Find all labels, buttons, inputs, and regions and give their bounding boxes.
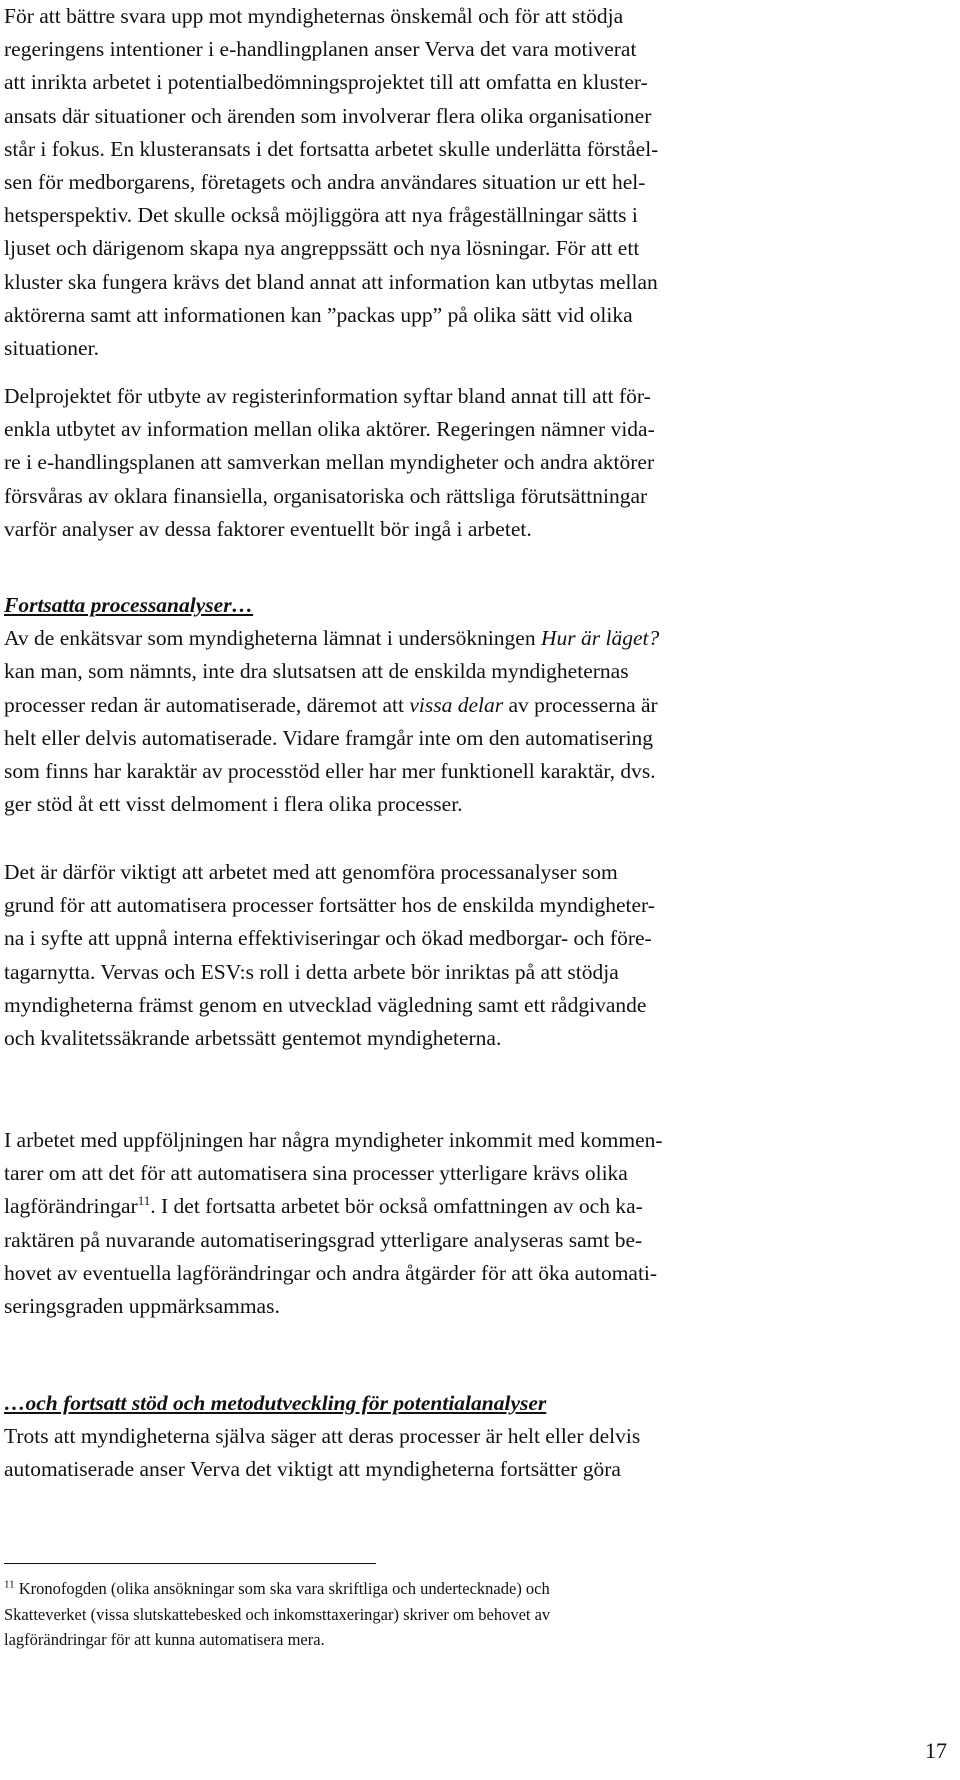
text-line: ger stöd åt ett visst delmoment i flera olika processer. <box>4 792 463 817</box>
text-line: seringsgraden uppmärksammas. <box>4 1294 280 1319</box>
text-line: hovet av eventuella lagförändringar och andra åtgärder för att öka automati- <box>4 1260 658 1285</box>
text-line: na i syfte att uppnå interna effektiviseringar och ökad medborgar- och före- <box>4 926 652 951</box>
text-line: Trots att myndigheterna själva säger att deras processer är helt eller delvis <box>4 1424 641 1449</box>
text-line: varför analyser av dessa faktorer eventuellt bör ingå i arbetet. <box>4 516 532 541</box>
text-line: ljuset och därigenom skapa nya angreppssätt och nya lösningar. För att ett <box>4 236 640 261</box>
text-line: re i e-handlingsplanen att samverkan mellan myndigheter och andra aktörer <box>4 450 655 475</box>
text-line: Delprojektet för utbyte av registerinformation syftar bland annat till att för- <box>4 384 651 408</box>
text-run: Av de enkätsvar som myndigheterna lämnat i undersökningen <box>4 626 541 651</box>
text-line: aktörerna samt att informationen kan ”packas upp” på olika sätt vid olika <box>4 302 633 327</box>
text-line: sen för medborgarens, företagets och andra användares situation ur ett hel- <box>4 170 646 195</box>
paragraph-lagforandringar <box>4 1124 663 1323</box>
text-line: ansats där situationer och ärenden som involverar flera olika organisationer <box>4 103 652 128</box>
text-line: myndigheterna främst genom en utvecklad vägledning samt ett rådgivande <box>4 992 647 1017</box>
text-line: hetsperspektiv. Det skulle också möjliggöra att nya frågeställningar sätts i <box>4 203 638 228</box>
text-line: För att bättre svara upp mot myndigheternas önskemål och för att stödja <box>4 4 624 28</box>
text-line: att inrikta arbetet i potentialbedömningsprojektet till att omfatta en kluster- <box>4 70 648 95</box>
page-number: 17 <box>925 1738 947 1763</box>
text-line: står i fokus. En klusteransats i det fortsatta arbetet skulle underlätta förståel- <box>4 136 659 161</box>
text-line: Det är därför viktigt att arbetet med att genomföra processanalyser som <box>4 860 618 884</box>
footnote-text: Kronofogden (olika ansökningar som ska vara skriftliga och undertecknade) och <box>14 1579 550 1598</box>
text-line: tarer om att det för att automatisera sina processer ytterligare krävs olika <box>4 1161 628 1186</box>
paragraph-registerinformation <box>4 380 655 546</box>
text-line: tagarnytta. Vervas och ESV:s roll i detta arbete bör inriktas på att stödja <box>4 959 619 984</box>
text-line: kan man, som nämnts, inte dra slutsatsen att de enskilda myndigheternas <box>4 659 629 684</box>
survey-title: Hur är läget? <box>540 626 660 651</box>
paragraph-processanalyser-viktigt <box>4 856 655 1055</box>
footnote <box>4 1576 550 1653</box>
text-line: helt eller delvis automatiserade. Vidare framgår inte om den automatisering <box>4 725 654 750</box>
text-line <box>4 1190 663 1223</box>
text-line: automatiserade anser Verva det viktigt att myndigheterna fortsätter göra <box>4 1457 621 1482</box>
text-run: . I det fortsatta arbetet bör också omfattningen av och ka- <box>150 1194 643 1219</box>
section-metodutveckling <box>4 1387 640 1487</box>
text-line: situationer. <box>4 336 99 361</box>
text-line <box>4 689 659 722</box>
footnote-line: Skatteverket (vissa slutskattebesked och inkomsttaxeringar) skriver om behovet av <box>4 1604 551 1624</box>
section-heading: …och fortsatt stöd och metodutveckling för potentialanalyser <box>4 1391 547 1415</box>
emphasis-text: vissa delar <box>409 692 504 717</box>
text-run: lagförändringar <box>4 1194 138 1219</box>
footnote-separator <box>4 1563 376 1564</box>
text-line: försvåras av oklara finansiella, organisatoriska och rättsliga förutsättningar <box>4 483 648 508</box>
text-run: av processerna är <box>503 692 658 717</box>
footnote-reference[interactable]: 11 <box>137 1193 151 1209</box>
text-line <box>4 622 659 655</box>
text-line: regeringens intentioner i e-handlingplanen anser Verva det vara motiverat <box>4 37 637 62</box>
text-line: raktären på nuvarande automatiseringsgrad ytterligare analyseras samt be- <box>4 1227 643 1252</box>
text-line: grund för att automatisera processer fortsätter hos de enskilda myndigheter- <box>4 893 655 918</box>
text-line: enkla utbytet av information mellan olika aktörer. Regeringen nämner vida- <box>4 417 655 442</box>
footnote-number: 11 <box>4 1578 15 1591</box>
footnote-line <box>4 1576 550 1602</box>
text-line: I arbetet med uppföljningen har några myndigheter inkommit med kommen- <box>4 1128 663 1152</box>
text-line: kluster ska fungera krävs det bland annat att information kan utbytas mellan <box>4 269 658 294</box>
section-processanalyser <box>4 589 659 821</box>
section-heading: Fortsatta processanalyser… <box>4 593 254 617</box>
text-line: och kvalitetssäkrande arbetssätt gentemot myndigheterna. <box>4 1026 502 1051</box>
text-line: som finns har karaktär av processtöd eller har mer funktionell karaktär, dvs. <box>4 759 656 784</box>
text-run: processer redan är automatiserade, däremot att <box>4 692 410 717</box>
paragraph-klusteransats <box>4 0 658 365</box>
footnote-line: lagförändringar för att kunna automatisera mera. <box>4 1630 325 1649</box>
